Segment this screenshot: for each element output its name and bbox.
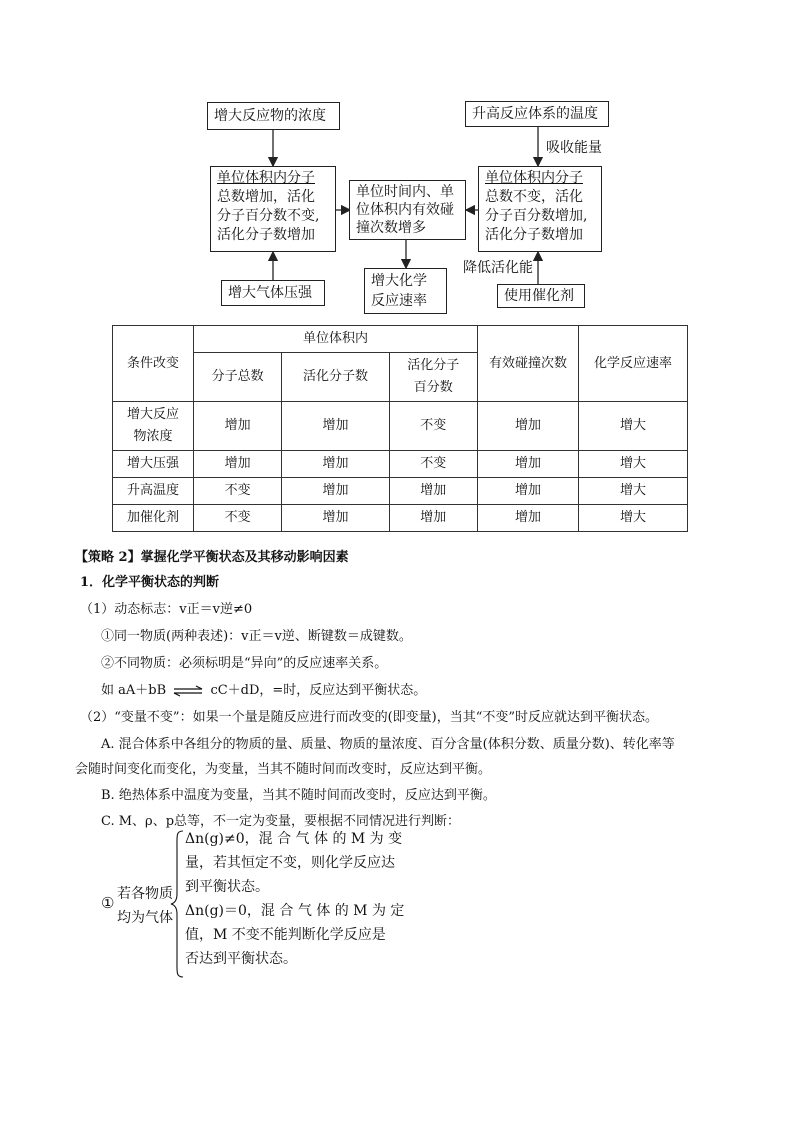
cell-total: 增加 <box>194 402 282 451</box>
cell-collision: 增加 <box>478 478 579 505</box>
para-a-line-1: A. 混合体系中各组分的物质的量、质量、物质的量浓度、百分含量(体积分数、质量分数)、转化率等 <box>101 737 675 752</box>
case-conditions <box>185 827 435 971</box>
box-center-collisions <box>349 180 466 240</box>
case-label <box>117 882 173 930</box>
cell-percent: 增加 <box>389 505 477 532</box>
case-a-line: Δn(g)≠0，混 合 气 体 的 M 为 变 <box>185 831 403 847</box>
right-line-4: 活化分子数增加 <box>485 227 583 243</box>
left-line-3: 分子百分数不变, <box>217 208 320 224</box>
center-line-2: 位体积内有效碰 <box>356 202 454 218</box>
box-left-effect <box>210 166 336 252</box>
center-line-1: 单位时间内、单 <box>356 184 454 200</box>
section-heading: 1．化学平衡状态的判断 <box>80 575 220 590</box>
cell-total: 增加 <box>194 451 282 478</box>
cell-collision: 增加 <box>478 451 579 478</box>
header-percent-line-2: 百分数 <box>413 380 453 395</box>
right-line-1: 单位体积内分子 <box>485 170 583 186</box>
right-line-2: 总数不变，活化 <box>485 189 583 205</box>
cell-rate: 增大 <box>579 451 688 478</box>
table-row <box>113 478 688 505</box>
para-b: B. 绝热体系中温度为变量，当其不随时间而改变时，反应达到平衡。 <box>101 788 496 803</box>
para-different-substance: ②不同物质：必须标明是“异向”的反应速率关系。 <box>101 656 388 671</box>
case-a-line: 量，若其恒定不变，则化学反应达 <box>185 855 395 871</box>
cell-total: 不变 <box>194 478 282 505</box>
box-right-effect <box>478 166 602 252</box>
rate-line-2: 反应速率 <box>371 293 427 309</box>
case-b-line: Δn(g)＝0，混 合 气 体 的 M 为 定 <box>185 903 405 919</box>
label-absorb-energy: 吸收能量 <box>546 140 602 156</box>
example-products: cC＋dD，=时，反应达到平衡状态。 <box>210 683 427 698</box>
box-use-catalyst: 使用催化剂 <box>497 284 585 308</box>
table-row <box>113 451 688 478</box>
conditions-table <box>112 325 688 532</box>
case-b-line: 值，M 不变不能判断化学反应是 <box>185 927 386 943</box>
cond-line: 物浓度 <box>133 429 173 444</box>
header-percent <box>389 353 477 402</box>
table-header-row <box>113 326 688 353</box>
para-a-line-2: 会随时间变化而变化，为变量，当其不随时间而改变时，反应达到平衡。 <box>75 762 492 777</box>
header-per-volume: 单位体积内 <box>194 326 478 353</box>
cell-rate: 增大 <box>579 402 688 451</box>
case-label-line-2: 均为气体 <box>117 910 173 926</box>
equilibrium-arrow-icon <box>172 685 204 697</box>
header-active: 活化分子数 <box>282 353 389 402</box>
cell-active: 增加 <box>282 505 389 532</box>
cell-total: 不变 <box>194 505 282 532</box>
header-percent-line-1: 活化分子 <box>407 358 460 373</box>
cell-percent: 增加 <box>389 478 477 505</box>
cell-collision: 增加 <box>478 505 579 532</box>
cond-line: 增大反应 <box>126 407 179 422</box>
left-line-4: 活化分子数增加 <box>217 227 315 243</box>
case-b-line: 否达到平衡状态。 <box>185 951 297 967</box>
cell-active: 增加 <box>282 451 389 478</box>
cell-condition: 增大压强 <box>113 451 194 478</box>
para-example <box>101 681 426 701</box>
case-number: ① <box>101 894 115 912</box>
cell-rate: 增大 <box>579 505 688 532</box>
box-increase-pressure: 增大气体压强 <box>221 280 325 306</box>
rate-line-1: 增大化学 <box>371 273 427 289</box>
left-line-1: 单位体积内分子 <box>217 170 315 186</box>
para-c: C. M、ρ、p总等，不一定为变量，要根据不同情况进行判断： <box>101 814 461 829</box>
cell-condition: 升高温度 <box>113 478 194 505</box>
strategy-heading: 【策略 2】掌握化学平衡状态及其移动影响因素 <box>75 550 349 565</box>
table-row <box>113 505 688 532</box>
center-line-3: 撞次数增多 <box>356 220 426 236</box>
cell-active: 增加 <box>282 402 389 451</box>
para-dynamic-sign: （1）动态标志：v正＝v逆≠0 <box>80 602 253 617</box>
cell-active: 增加 <box>282 478 389 505</box>
table-row <box>113 402 688 451</box>
label-lower-activation-energy: 降低活化能 <box>463 260 533 276</box>
cell-condition <box>113 402 194 451</box>
left-line-2: 总数增加，活化 <box>217 189 315 205</box>
curly-brace-icon <box>170 830 184 978</box>
cell-percent: 不变 <box>389 402 477 451</box>
para-same-substance: ①同一物质(两种表述)：v正＝v逆、断键数＝成键数。 <box>101 629 412 644</box>
para-variable-constant: （2）“变量不变”：如果一个量是随反应进行而改变的(即变量)，当其“不变”时反应就达到平衡状态。 <box>80 710 658 725</box>
right-line-3: 分子百分数增加, <box>485 208 588 224</box>
header-rate: 化学反应速率 <box>579 326 688 402</box>
header-collision: 有效碰撞次数 <box>478 326 579 402</box>
header-total: 分子总数 <box>194 353 282 402</box>
box-increase-concentration: 增大反应物的浓度 <box>207 102 340 130</box>
case-a-line: 到平衡状态。 <box>185 879 269 895</box>
box-increase-rate <box>364 268 447 314</box>
case-label-line-1: 若各物质 <box>117 886 173 902</box>
cell-percent: 不变 <box>389 451 477 478</box>
header-condition: 条件改变 <box>113 326 194 402</box>
cell-rate: 增大 <box>579 478 688 505</box>
cell-collision: 增加 <box>478 402 579 451</box>
cell-condition: 加催化剂 <box>113 505 194 532</box>
example-reactants: 如 aA＋bB <box>101 683 167 698</box>
box-raise-temperature: 升高反应体系的温度 <box>465 101 609 127</box>
